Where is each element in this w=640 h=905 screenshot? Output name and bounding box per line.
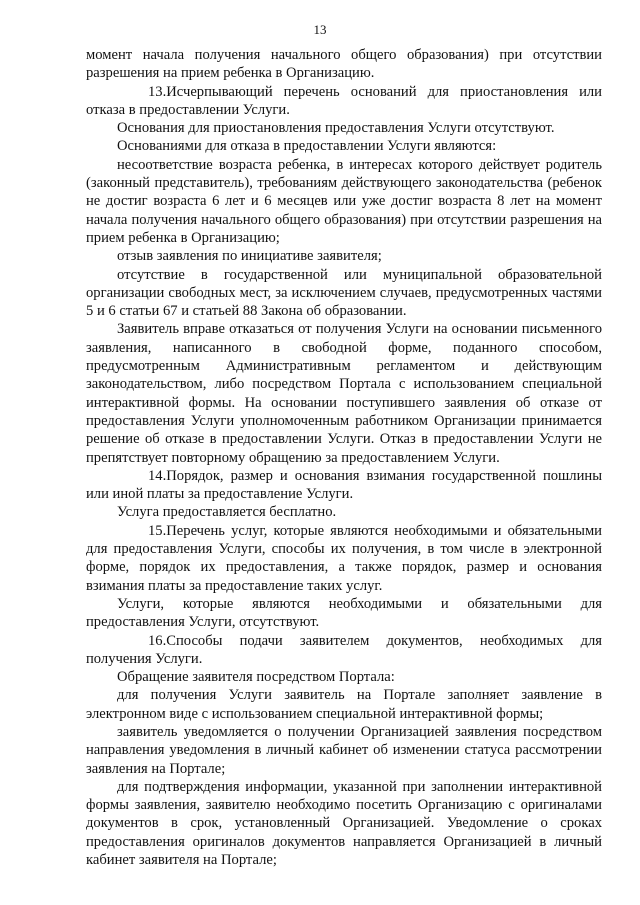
paragraph-text: Способы подачи заявителем документов, необходимых для получения Услуги. (86, 632, 602, 667)
page-number: 13 (313, 22, 327, 37)
paragraph (86, 686, 602, 723)
paragraph-text: отсутствие в государственной или муниципальной образовательной организации свободных мест, за исключением случаев, предусмотренных частями 5 и 6 статьи 67 и статьей 88 Закона об образовании. (86, 266, 602, 320)
paragraph-number: 16. (148, 632, 167, 649)
paragraph-number: 15. (148, 522, 167, 539)
paragraph (86, 668, 602, 686)
paragraph-text: для получения Услуги заявитель на Портале заполняет заявление в электронном виде с использованием специальной интерактивной формы; (86, 687, 602, 722)
paragraph-text: заявитель уведомляется о получении Организацией заявления посредством направления уведомления в личный кабинет об изменении статуса рассмотрении заявления на Портале; (86, 723, 602, 777)
paragraph (86, 137, 602, 155)
paragraph-text: Порядок, размер и основания взимания государственной пошлины или иной платы за предоставление Услуги. (86, 467, 602, 503)
paragraph (86, 156, 602, 247)
numbered-paragraph (86, 632, 602, 669)
paragraph (86, 119, 602, 137)
paragraph-text: для подтверждения информации, указанной при заполнении интерактивной формы заявления, заявителю необходимо посетить Организацию с оригиналами документов в срок, установленный Организацией. Уведомление о сроках предоставления оригиналов документов направляется Организацией в личный кабинет заявителя на Портале; (86, 778, 602, 869)
paragraph (86, 46, 602, 83)
paragraph-text: Основания для приостановления предоставления Услуги отсутствуют. (117, 120, 555, 137)
paragraph (86, 266, 602, 321)
numbered-paragraph (86, 467, 602, 504)
paragraph-text: Обращение заявителя посредством Портала: (117, 669, 395, 686)
numbered-paragraph (86, 83, 602, 120)
paragraph-text: Исчерпывающий перечень оснований для приостановления или отказа в предоставлении Услуги. (86, 83, 602, 118)
document-body (86, 46, 602, 869)
paragraph (86, 503, 602, 521)
paragraph-text: Услуги, которые являются необходимыми и обязательными для предоставления Услуги, отсутствуют. (86, 595, 602, 631)
paragraph-text: Услуга предоставляется бесплатно. (117, 504, 337, 521)
paragraph-text: отзыв заявления по инициативе заявителя; (117, 248, 382, 265)
paragraph-text: Перечень услуг, которые являются необходимыми и обязательными для предоставления Услуги, способы их получения, в том числе в электронной форме, порядок их предоставления, а также порядок, размер и основания взимания платы за предоставление таких услуг. (86, 522, 602, 594)
paragraph-text: Заявитель вправе отказаться от получения Услуги на основании письменного заявления, написанного в свободной форме, поданного способом, предусмотренным Административным регламентом и действующим законодательством, либо посредством Портала с использованием специальной интерактивной формы. На основании поступившего заявления об отказе от предоставления Услуги уполномоченным работником Организации принимается решение об отказе в предоставлении Услуги. Отказ в предоставлении Услуги не препятствует повторному обращению за предоставлением Услуги. (86, 321, 602, 466)
paragraph (86, 595, 602, 632)
paragraph-text: несоответствие возраста ребенка, в интересах которого действует родитель (законный представитель), требованиям действующего законодательства (ребенок не достиг возраста 6 лет и 6 месяцев или уже достиг возраста 8 лет на момент начала получения начального общего образования) при отсутствии разрешения на прием ребенка в Организацию; (86, 156, 602, 246)
paragraph (86, 723, 602, 778)
paragraph-text: Основаниями для отказа в предоставлении Услуги являются: (117, 138, 497, 155)
numbered-paragraph (86, 522, 602, 595)
paragraph-number: 13. (148, 83, 167, 100)
paragraph (86, 320, 602, 466)
paragraph (86, 778, 602, 869)
paragraph-text: момент начала получения начального общего образования) при отсутствии разрешения на прием ребенка в Организацию. (86, 47, 602, 82)
paragraph-number: 14. (148, 467, 167, 484)
paragraph (86, 247, 602, 265)
